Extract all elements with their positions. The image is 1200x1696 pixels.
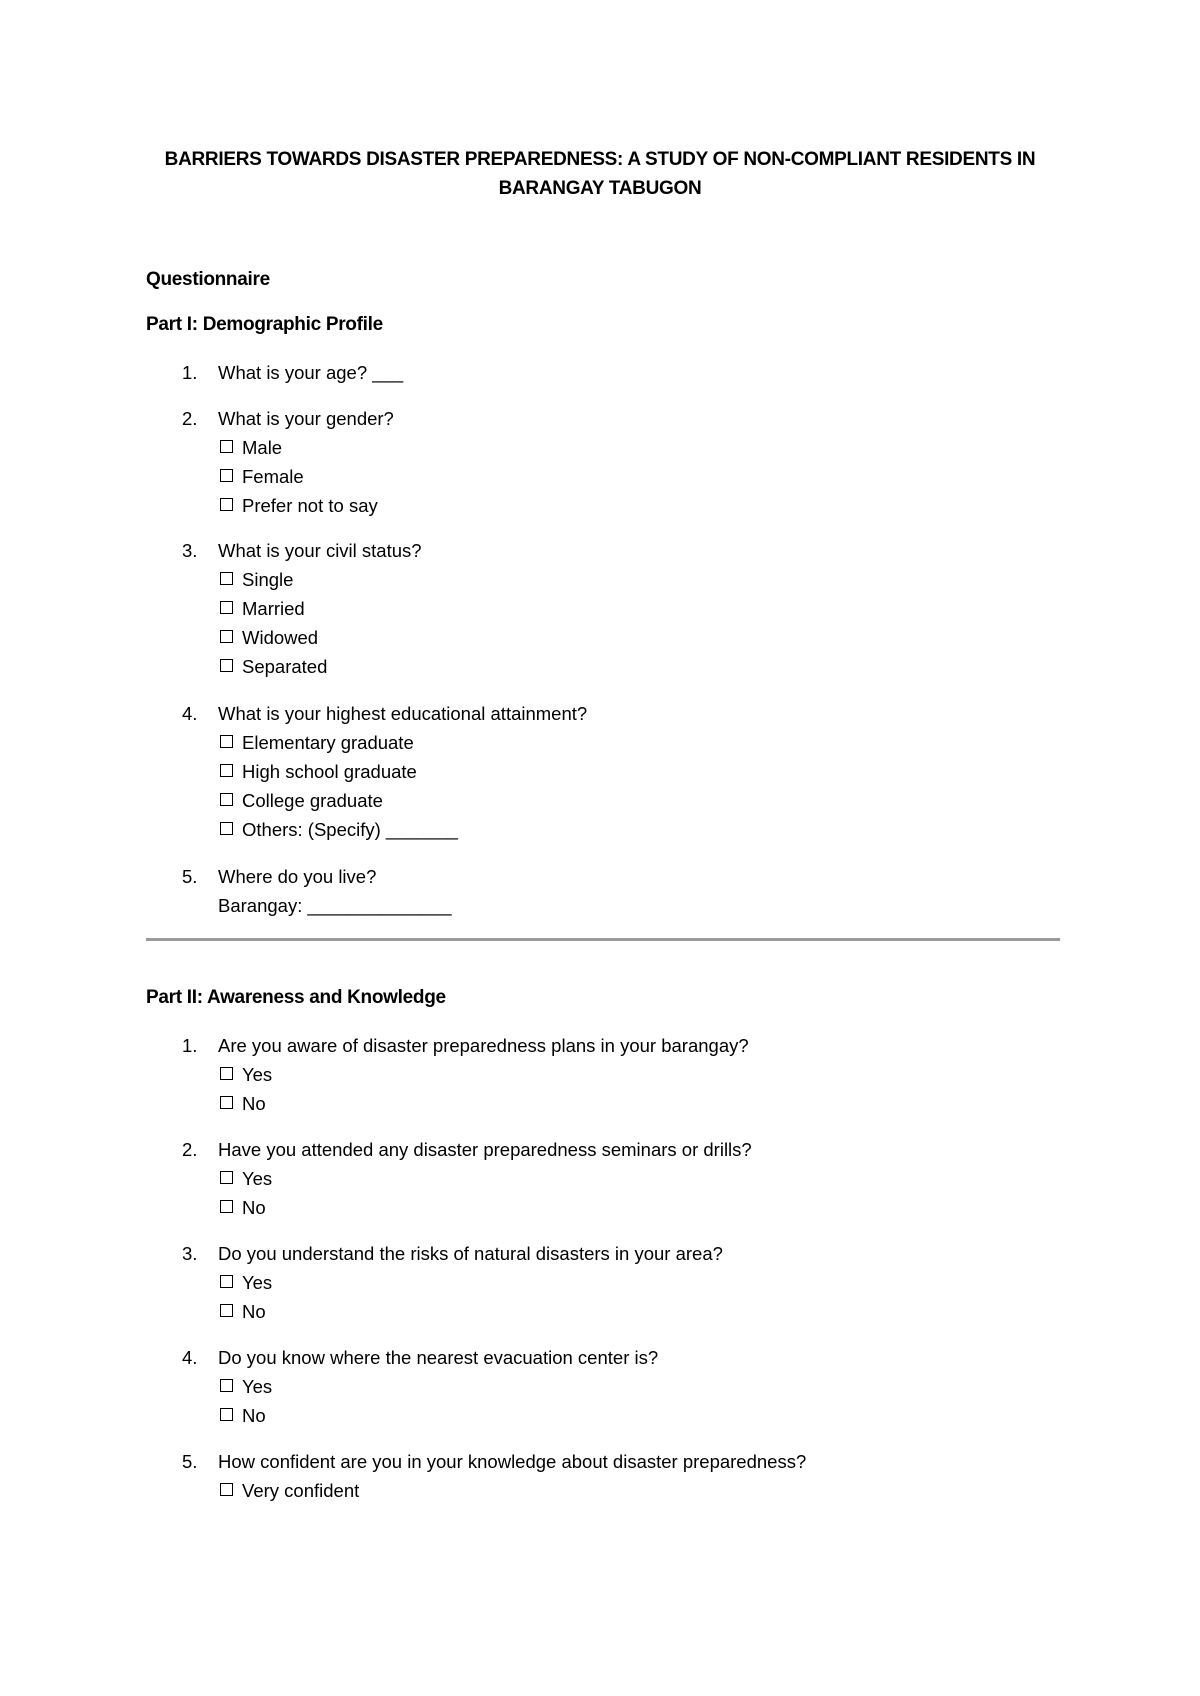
question-number: 1.	[182, 1035, 198, 1056]
option-label: High school graduate	[242, 761, 417, 782]
part2-heading: Part II: Awareness and Knowledge	[146, 987, 446, 1008]
checkbox-elementary-graduate[interactable]	[220, 735, 233, 748]
checkbox-very-confident[interactable]	[220, 1483, 233, 1496]
part1-question-1	[146, 358, 1066, 387]
checkbox-widowed[interactable]	[220, 630, 233, 643]
question-number: 3.	[182, 540, 198, 561]
option-label: Elementary graduate	[242, 732, 414, 753]
checkbox-male[interactable]	[220, 440, 233, 453]
question-text: Do you understand the risks of natural disasters in your area?	[218, 1243, 723, 1264]
question-text: What is your highest educational attainment?	[218, 703, 588, 724]
checkbox-others[interactable]	[220, 822, 233, 835]
question-number: 1.	[182, 362, 198, 383]
part2-question-1	[146, 1031, 1066, 1118]
option-label: Married	[242, 598, 305, 619]
question-text: Have you attended any disaster preparedness seminars or drills?	[218, 1139, 752, 1160]
option-male	[146, 433, 1066, 462]
part2-question-3	[146, 1239, 1066, 1326]
part2-question-2	[146, 1135, 1066, 1222]
section-divider	[146, 938, 1060, 941]
option-label: Prefer not to say	[242, 495, 378, 516]
checkbox-yes[interactable]	[220, 1067, 233, 1080]
question-text: Where do you live?	[218, 866, 377, 887]
option-label: No	[242, 1197, 266, 1218]
option-yes	[146, 1164, 1066, 1193]
part1-question-3	[146, 536, 1066, 681]
checkbox-separated[interactable]	[220, 659, 233, 672]
option-elementary-graduate	[146, 728, 1066, 757]
option-label: Yes	[242, 1168, 273, 1189]
part2-question-4	[146, 1343, 1066, 1430]
option-married	[146, 594, 1066, 623]
question-number: 3.	[182, 1243, 198, 1264]
option-label: Others: (Specify) _______	[242, 819, 458, 840]
option-no	[146, 1089, 1066, 1118]
option-label: No	[242, 1405, 266, 1426]
question-number: 5.	[182, 1451, 198, 1472]
question-text: What is your civil status?	[218, 540, 422, 561]
option-label: Yes	[242, 1272, 273, 1293]
option-no	[146, 1401, 1066, 1430]
checkbox-yes[interactable]	[220, 1171, 233, 1184]
checkbox-yes[interactable]	[220, 1275, 233, 1288]
option-label: No	[242, 1301, 266, 1322]
checkbox-prefer-not-to-say[interactable]	[220, 498, 233, 511]
option-single	[146, 565, 1066, 594]
document-title	[120, 145, 1080, 203]
option-high-school-graduate	[146, 757, 1066, 786]
title-line-1: BARRIERS TOWARDS DISASTER PREPAREDNESS: A STUDY OF NON-COMPLIANT RESIDENTS IN	[164, 149, 1036, 170]
option-label: Widowed	[242, 627, 319, 648]
part1-heading: Part I: Demographic Profile	[146, 314, 383, 335]
questionnaire-label: Questionnaire	[146, 269, 270, 290]
checkbox-no[interactable]	[220, 1200, 233, 1213]
option-label: College graduate	[242, 790, 383, 811]
option-label: Single	[242, 569, 294, 590]
question-number: 4.	[182, 703, 198, 724]
question-text: What is your age? ___	[218, 362, 404, 383]
option-label: Separated	[242, 656, 328, 677]
option-yes	[146, 1268, 1066, 1297]
checkbox-high-school-graduate[interactable]	[220, 764, 233, 777]
option-label: Male	[242, 437, 283, 458]
option-college-graduate	[146, 786, 1066, 815]
option-others	[146, 815, 1066, 844]
option-label: Yes	[242, 1376, 273, 1397]
checkbox-no[interactable]	[220, 1408, 233, 1421]
checkbox-no[interactable]	[220, 1304, 233, 1317]
option-label: Yes	[242, 1064, 273, 1085]
checkbox-college-graduate[interactable]	[220, 793, 233, 806]
part1-question-4	[146, 699, 1066, 844]
part1-question-2	[146, 404, 1066, 520]
option-yes	[146, 1372, 1066, 1401]
option-label: Female	[242, 466, 304, 487]
option-female	[146, 462, 1066, 491]
barangay-field: Barangay: ______________	[218, 895, 452, 916]
part1-question-5	[146, 862, 1066, 920]
checkbox-married[interactable]	[220, 601, 233, 614]
title-line-2: BARANGAY TABUGON	[498, 178, 702, 199]
checkbox-yes[interactable]	[220, 1379, 233, 1392]
option-very-confident	[146, 1476, 1066, 1505]
option-prefer-not-to-say	[146, 491, 1066, 520]
option-no	[146, 1297, 1066, 1326]
question-number: 2.	[182, 408, 198, 429]
question-text: Do you know where the nearest evacuation center is?	[218, 1347, 659, 1368]
option-separated	[146, 652, 1066, 681]
question-text: What is your gender?	[218, 408, 394, 429]
checkbox-single[interactable]	[220, 572, 233, 585]
part2-question-5	[146, 1447, 1066, 1505]
question-text: How confident are you in your knowledge about disaster preparedness?	[218, 1451, 807, 1472]
checkbox-female[interactable]	[220, 469, 233, 482]
checkbox-no[interactable]	[220, 1096, 233, 1109]
question-number: 5.	[182, 866, 198, 887]
question-text: Are you aware of disaster preparedness plans in your barangay?	[218, 1035, 749, 1056]
question-number: 2.	[182, 1139, 198, 1160]
question-number: 4.	[182, 1347, 198, 1368]
option-widowed	[146, 623, 1066, 652]
option-label: No	[242, 1093, 266, 1114]
option-no	[146, 1193, 1066, 1222]
option-label: Very confident	[242, 1480, 360, 1501]
option-yes	[146, 1060, 1066, 1089]
